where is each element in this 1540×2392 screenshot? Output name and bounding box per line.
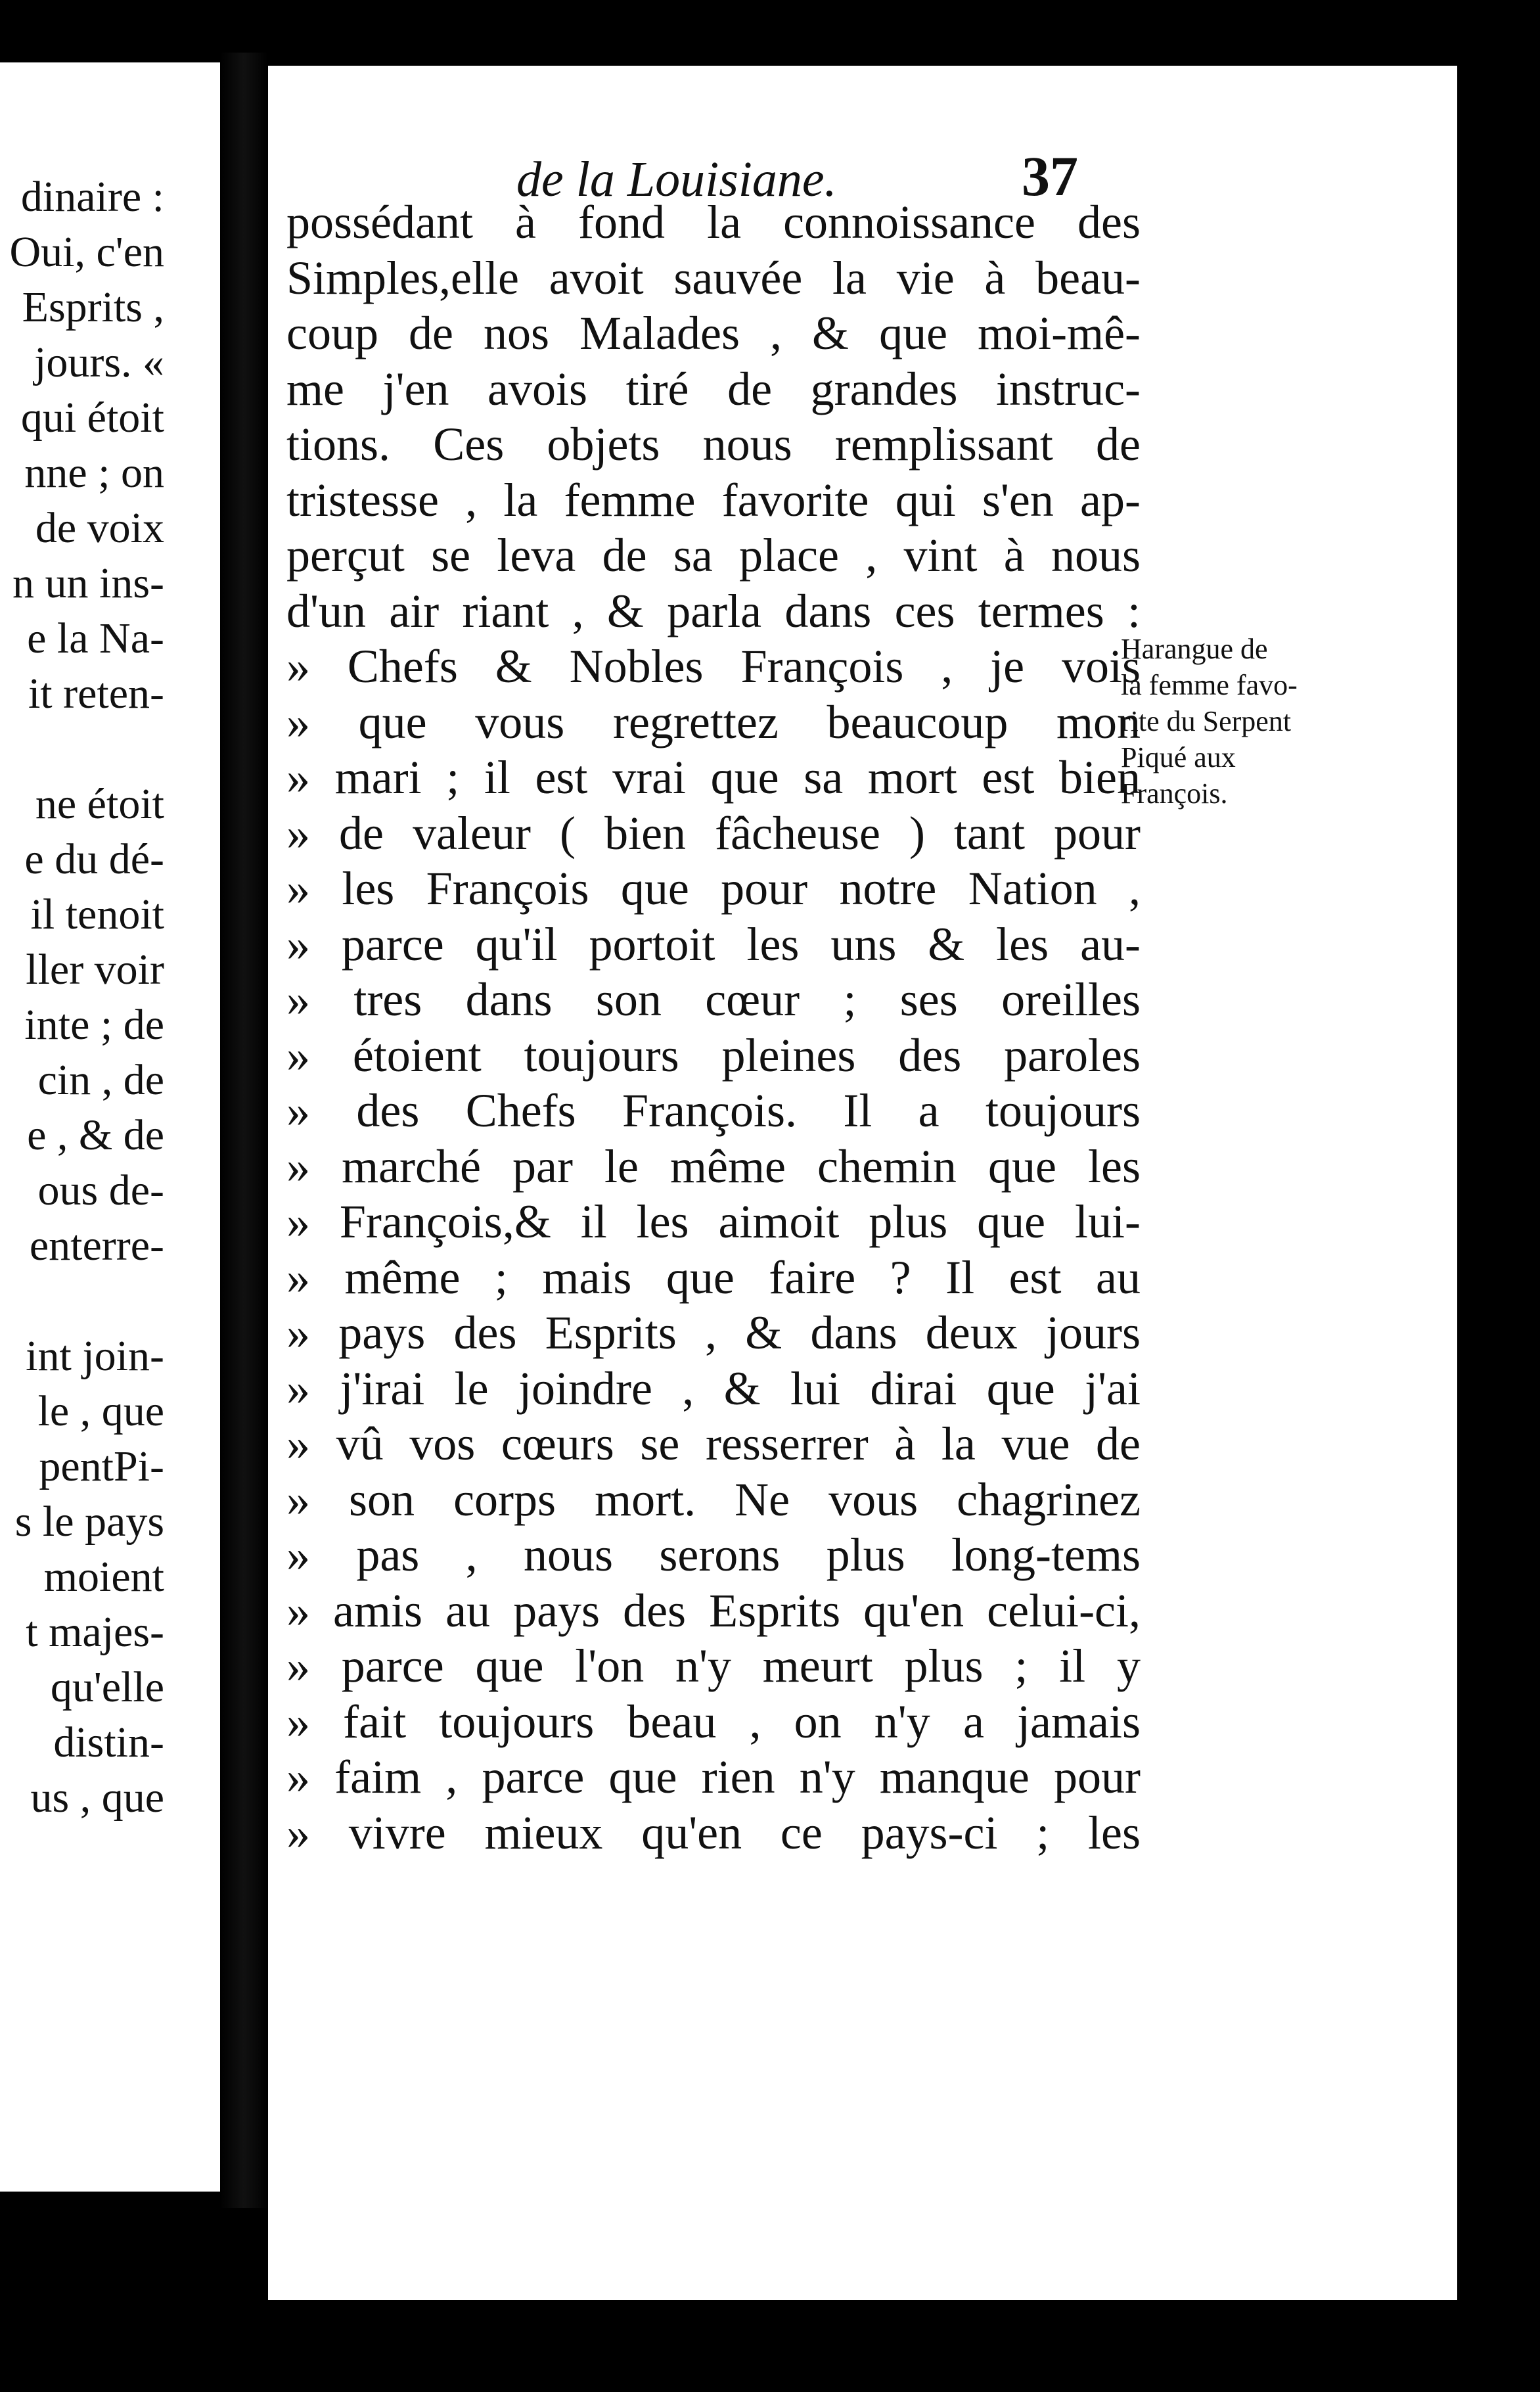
body-line: » François,& il les aimoit plus que lui-: [286, 1195, 1141, 1248]
left-page-line: enterre-: [29, 1222, 164, 1270]
body-line: » parce qu'il portoit les uns & les au-: [286, 917, 1141, 971]
body-line: possédant à fond la connoissance des: [286, 196, 1141, 248]
body-line: » des Chefs François. Il a toujours: [286, 1084, 1141, 1137]
left-page: [0, 62, 220, 2192]
left-page-line: cin , de: [37, 1056, 164, 1104]
page-number: 37: [1022, 145, 1078, 208]
body-line: » même ; mais que faire ? Il est au: [286, 1251, 1141, 1304]
body-line: » amis au pays des Esprits qu'en celui-ci,: [286, 1584, 1141, 1637]
left-page-line: e du dé-: [24, 835, 164, 883]
body-line: » fait toujours beau , on n'y a jamais: [286, 1695, 1141, 1748]
body-line: » mari ; il est vrai que sa mort est bien: [286, 751, 1141, 804]
left-page-line: dinaire :: [20, 173, 164, 221]
left-page-line: de voix: [35, 504, 164, 552]
left-page-line: s le pays: [14, 1498, 164, 1546]
left-page-line: le , que: [37, 1387, 164, 1435]
body-line: me j'en avois tiré de grandes instruc-: [286, 362, 1141, 415]
body-line: » vû vos cœurs se resserrer à la vue de: [286, 1417, 1141, 1470]
body-line: » Chefs & Nobles François , je vois: [286, 640, 1141, 693]
left-page-line: ne étoit: [35, 780, 164, 828]
left-page-line: Oui, c'en: [9, 228, 164, 276]
body-line: » parce que l'on n'y meurt plus ; il y: [286, 1640, 1141, 1692]
margin-note-line: la femme favo-: [1121, 669, 1298, 701]
book-gutter: [220, 53, 268, 2208]
body-line: coup de nos Malades , & que moi-mê-: [286, 307, 1141, 359]
body-line: » marché par le même chemin que les: [286, 1139, 1141, 1193]
body-line: perçut se leva de sa place , vint à nous: [286, 529, 1141, 582]
left-page-line: jours. «: [34, 338, 164, 386]
left-page-line: qui étoit: [20, 394, 164, 442]
margin-note: [1121, 631, 1331, 812]
body-line: » vivre mieux qu'en ce pays-ci ; les: [286, 1806, 1141, 1859]
left-page-line: n un ins-: [12, 559, 164, 607]
body-line: tristesse , la femme favorite qui s'en ap-: [286, 473, 1141, 526]
body-line: » tres dans son cœur ; ses oreilles: [286, 973, 1141, 1026]
left-page-line: qu'elle: [50, 1663, 164, 1711]
left-page-line: moient: [43, 1553, 164, 1601]
left-page-line: distin-: [53, 1718, 164, 1766]
left-page-line: e la Na-: [27, 614, 164, 662]
body-line: » pas , nous serons plus long-tems: [286, 1529, 1141, 1581]
body-line: » j'irai le joindre , & lui dirai que j'ai: [286, 1362, 1141, 1415]
left-page-line: Esprits ,: [22, 283, 164, 331]
body-text: [286, 195, 1141, 1860]
right-page: [268, 66, 1457, 2300]
left-page-line: int join-: [26, 1332, 164, 1380]
left-page-line: pentPi-: [39, 1442, 164, 1490]
left-page-line: nne ; on: [24, 449, 164, 497]
running-head: de la Louisiane.: [516, 152, 837, 207]
margin-note-line: rite du Serpent: [1121, 705, 1292, 737]
left-page-line: e , & de: [27, 1111, 164, 1159]
margin-note-line: Piqué aux: [1121, 741, 1236, 773]
body-line: » son corps mort. Ne vous chagrinez: [286, 1473, 1141, 1526]
body-line: » les François que pour notre Nation ,: [286, 862, 1141, 915]
left-page-line: it reten-: [28, 670, 164, 718]
body-line: » étoient toujours pleines des paroles: [286, 1028, 1141, 1082]
left-page-line: il tenoit: [30, 890, 164, 938]
left-page-line: ous de-: [37, 1166, 164, 1214]
body-line: Simples,elle avoit sauvée la vie à beau-: [286, 251, 1141, 304]
left-page-line: us , que: [30, 1774, 164, 1822]
body-line: » que vous regrettez beaucoup mon: [286, 695, 1141, 748]
body-line: » de valeur ( bien fâcheuse ) tant pour: [286, 806, 1141, 860]
body-line: » pays des Esprits , & dans deux jours: [286, 1306, 1141, 1359]
body-line: » faim , parce que rien n'y manque pour: [286, 1751, 1141, 1803]
body-line: tions. Ces objets nous remplissant de: [286, 418, 1141, 471]
body-line: d'un air riant , & parla dans ces termes :: [286, 584, 1141, 637]
left-page-line: t majes-: [26, 1608, 164, 1656]
page-speck: [1371, 102, 1386, 122]
margin-note-line: François.: [1121, 777, 1228, 810]
left-page-line: ller voir: [26, 946, 164, 994]
left-page-line: inte ; de: [24, 1001, 164, 1049]
margin-note-line: Harangue de: [1121, 633, 1268, 665]
